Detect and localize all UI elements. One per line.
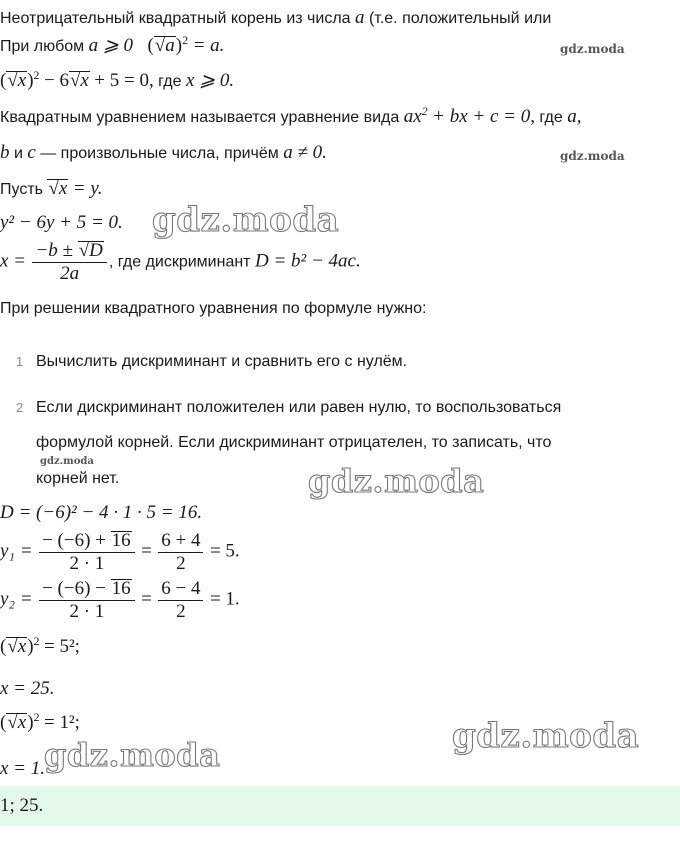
root-label: y₂ = (0, 588, 33, 610)
discriminant-formula: D = b² − 4ac. (254, 250, 361, 272)
math-var: a, (567, 106, 582, 127)
denominator-text: 2 · 1 (69, 553, 105, 574)
math-var: a (355, 7, 365, 28)
theory-text: Неотрицательный квадратный корень из числа (0, 10, 351, 27)
theory-line-2 (0, 35, 224, 58)
quadratic-definition-line-1 (0, 106, 581, 129)
substitution-line (0, 178, 102, 201)
theory-text: При любом (0, 38, 85, 55)
math-sqrt-x: √x (48, 178, 68, 199)
math-equals: = 1²; (43, 712, 80, 733)
math-term: + 5 = 0, (94, 70, 154, 91)
step-number: 1 (16, 354, 24, 369)
math-term: − 6 (43, 70, 69, 91)
watermark-large: gdz.moda (308, 462, 485, 500)
math-sqrt-expression: $(√x)^2$ (0, 68, 40, 91)
math-ax2: $ax^2$ (403, 104, 428, 127)
sqrt-radical: 16 (111, 530, 131, 551)
math-condition: a ⩾ 0 (88, 35, 134, 56)
answer-box (0, 786, 680, 826)
simplified-fraction (158, 578, 203, 623)
case2-equation (0, 712, 80, 735)
numerator-text: 6 − 4 (158, 578, 203, 601)
math-var: b (0, 142, 10, 163)
math-formula: + bx + c = 0, (432, 106, 535, 127)
math-condition: a ≠ 0. (283, 142, 327, 163)
case1-result: x = 25. (0, 678, 55, 699)
numerator-text: 6 + 4 (158, 530, 203, 553)
rule-intro: При решении квадратного уравнения по формуле нужно: (0, 300, 427, 317)
math-condition: x ⩾ 0. (185, 70, 235, 91)
quadratic-formula-fraction: $\frac{-b \pm √D}{2a}$ (32, 240, 106, 285)
root-y2: y₂ = $\frac{- (-6) - 16}{2 \cdot 1}$ = $\frac{6 - 4}{2}$ = 1. (0, 578, 240, 622)
main-equation (0, 70, 234, 93)
numerator-text: − (−6) + (42, 530, 106, 551)
quadratic-definition-line-2 (0, 142, 327, 165)
root-result: = 1. (209, 588, 240, 610)
denominator-text: 2 (176, 553, 186, 574)
theory-line-1 (0, 7, 551, 30)
root-label: y₁ = (0, 540, 33, 562)
definition-text: — произвольные числа, причём (40, 145, 279, 162)
math-sqrt-expression: $(√a)^2$ (147, 33, 189, 56)
denominator-text: 2 (176, 601, 186, 622)
watermark-large: gdz.moda (452, 716, 640, 756)
watermark-large: gdz.moda (44, 736, 221, 774)
formula-numerator: −b ± (35, 240, 73, 261)
case2-result: x = 1. (0, 758, 46, 779)
conjunction-text: и (13, 145, 23, 162)
where-label: где (158, 73, 182, 90)
discriminant-label: , где дискриминант (108, 253, 251, 271)
watermark-small: gdz.moda (560, 42, 625, 56)
step-number: 2 (16, 400, 24, 415)
watermark-small: gdz.moda (560, 149, 625, 163)
root-fraction (39, 578, 135, 623)
root-result: = 5. (209, 540, 240, 562)
math-sqrt-x: √x (69, 70, 89, 91)
answer-text: 1; 25. (0, 795, 44, 816)
equation-y: y² − 6y + 5 = 0. (0, 212, 123, 233)
math-equals: = 5²; (43, 636, 80, 657)
let-text: Пусть (0, 181, 43, 198)
root-fraction (39, 530, 135, 575)
watermark-large: gdz.moda (152, 200, 340, 240)
step-text: Вычислить дискриминант и сравнить его с нулём. (36, 353, 408, 370)
step-text: Если дискриминант положителен или равен нулю, то воспользоваться (36, 399, 562, 416)
math-equals: = y. (72, 178, 103, 199)
discriminant-calc: D = (−6)² − 4 · 1 · 5 = 16. (0, 502, 203, 523)
sqrt-radical: √a (154, 35, 175, 56)
theory-text-tail: (т.е. положительный или (368, 10, 552, 27)
numerator-text: − (−6) − (42, 578, 106, 599)
sqrt-radical: 16 (111, 578, 131, 599)
quadratic-formula-line (0, 240, 361, 286)
step-text-continued: корней нет. (36, 470, 120, 487)
math-sqrt-expression: $(√x)^2$ (0, 710, 40, 733)
step-text-continued: формулой корней. Если дискриминант отрицателен, то записать, что (36, 434, 552, 451)
formula-denominator: 2a (60, 263, 80, 284)
math-label: x = (0, 250, 27, 272)
definition-text: Квадратным уравнением называется уравнение вида (0, 109, 400, 126)
root-y1: y₁ = $\frac{- (-6) + 16}{2 \cdot 1}$ = $\frac{6 + 4}{2}$ = 5. (0, 530, 240, 574)
where-label: где (539, 109, 563, 126)
denominator-text: 2 · 1 (69, 601, 105, 622)
math-equals: = a. (192, 35, 225, 56)
watermark-small: gdz.moda (40, 456, 94, 467)
case1-equation (0, 636, 80, 659)
math-sqrt-expression: $(√x)^2$ (0, 634, 40, 657)
simplified-fraction (158, 530, 203, 575)
math-var: c (27, 142, 36, 163)
